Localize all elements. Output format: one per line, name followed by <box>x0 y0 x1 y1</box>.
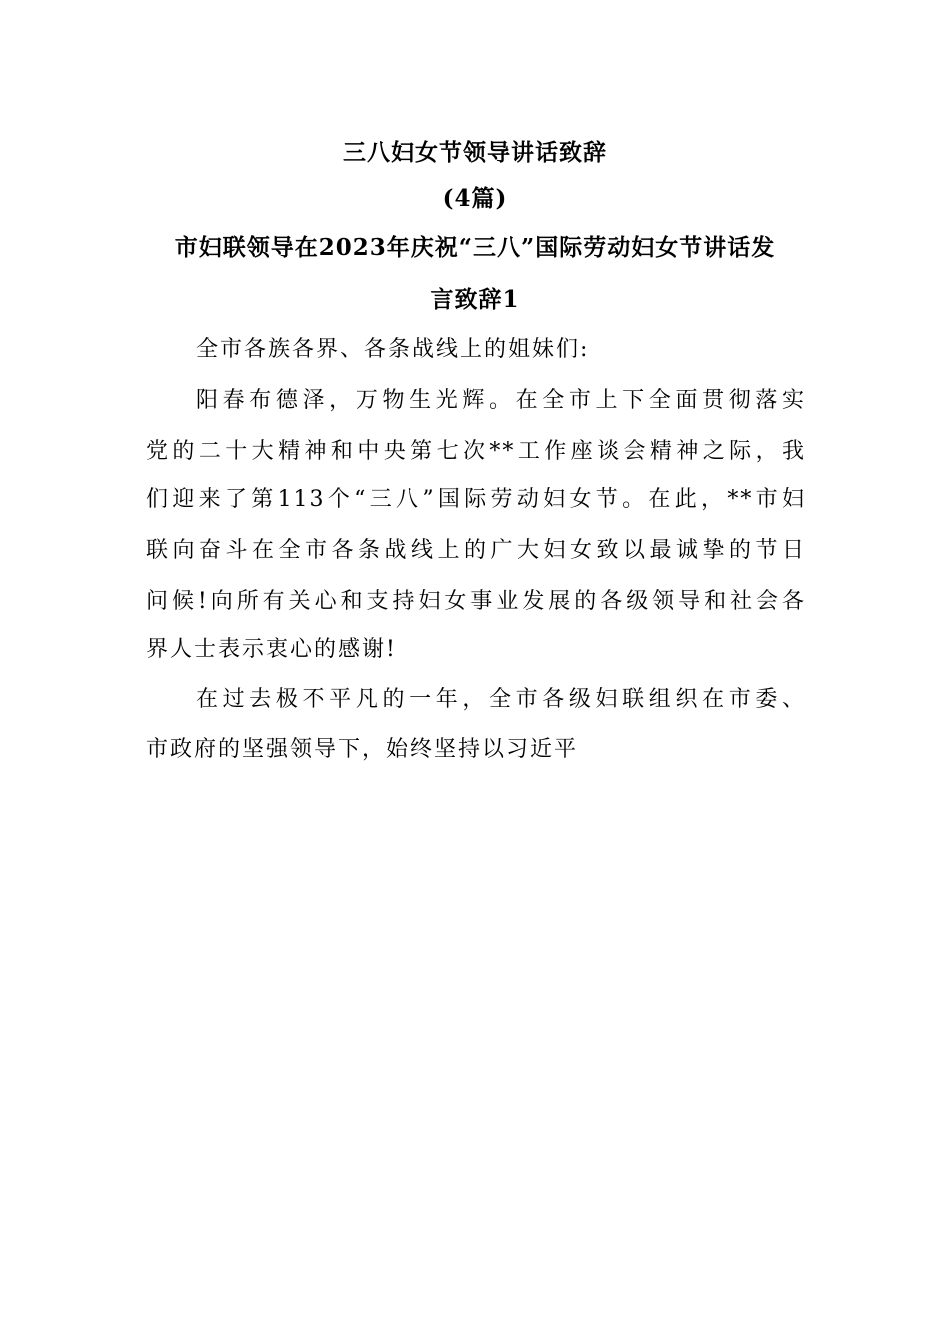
speech-title-line-2: 言致辞1 <box>430 286 520 313</box>
speech-title-line-1: 市妇联领导在2023年庆祝“三八”国际劳动妇女节讲话发 <box>174 234 776 261</box>
body-line: 党的二十大精神和中央第七次**工作座谈会精神之际，我 <box>146 439 806 464</box>
body-line: 问候!向所有关心和支持妇女事业发展的各级领导和社会各 <box>146 589 806 614</box>
body-line: 联向奋斗在全市各条战线上的广大妇女致以最诚挚的节日 <box>146 538 806 563</box>
body-line: 市政府的坚强领导下，始终坚持以习近平 <box>146 737 579 762</box>
body-line: 在过去极不平凡的一年，全市各级妇联组织在市委、 <box>196 687 806 712</box>
body-line: 阳春布德泽，万物生光辉。在全市上下全面贯彻落实 <box>196 388 806 413</box>
document-title-count: (4篇) <box>442 185 508 212</box>
body-line: 界人士表示衷心的感谢! <box>146 637 397 662</box>
body-line: 们迎来了第113个“三八”国际劳动妇女节。在此，**市妇 <box>146 487 806 512</box>
body-line-salutation: 全市各族各界、各条战线上的姐妹们: <box>196 337 590 362</box>
document-title: 三八妇女节领导讲话致辞 <box>343 139 607 166</box>
